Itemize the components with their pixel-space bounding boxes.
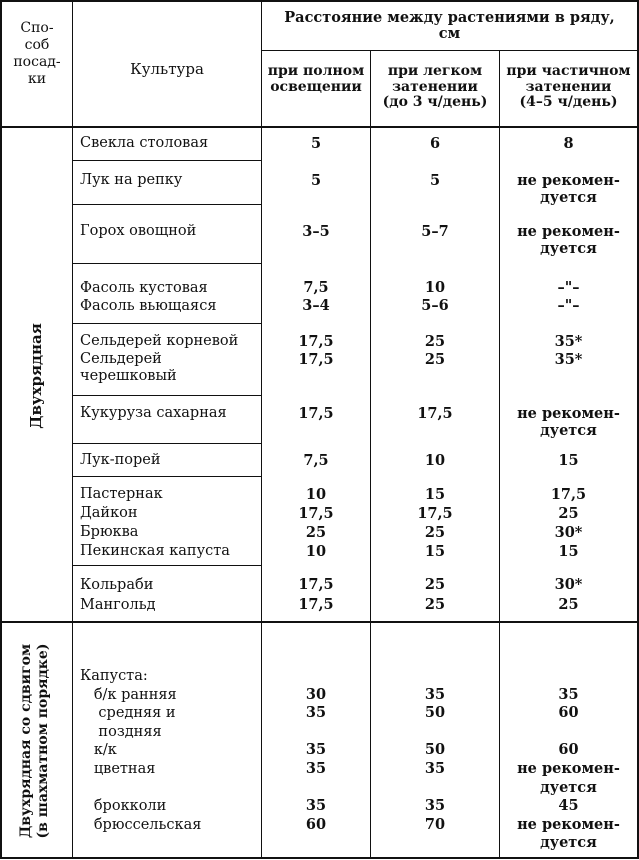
group-staggered: Двухрядная со сдвигом (в шахматном порядке) [18,643,51,839]
culture-name: Горох овощной [80,223,197,239]
value-partial: 15 [558,452,579,469]
culture-name: Лук на репку [80,172,183,188]
row-sep [73,323,261,324]
value-full: 5 [310,172,322,189]
value-full: 7,5 3–4 [302,279,330,314]
value-light: 25 25 [424,576,446,613]
value-light: 5–7 [421,223,449,240]
value-full: 7,5 [303,452,329,469]
culture-name: Лук-порей [80,452,161,468]
value-light: 10 5–6 [421,279,449,314]
value-partial: не рекомен- дуется [517,405,620,439]
value-full: 17,5 [298,405,334,422]
rule-header-bottom [0,126,639,128]
value-partial: 17,5 25 30* 15 [550,486,587,560]
value-light: 35 50 50 35 35 70 [424,685,446,833]
rule-group-divider [0,621,639,623]
value-light: 10 [424,452,446,469]
value-light: 5 [429,172,441,189]
header-method: Спо- соб посад- ки [13,20,61,87]
row-sep [73,443,261,444]
row-sep [73,565,261,566]
rule-bottom [0,857,639,859]
value-partial: 35 60 60 не рекомен- дуется 45 не рекомен- дуется [517,685,620,852]
row-sep [73,395,261,396]
row-sep [73,160,261,161]
row-sep [73,476,261,477]
col-divider-method [72,0,73,859]
culture-name: Пастернак Дайкон Брюква Пекинская капуста [80,486,230,559]
rule-top [0,0,639,2]
culture-name: Сельдерей корневой Сельдерей черешковый [80,333,239,384]
value-partial: не рекомен- дуется [517,172,620,206]
group-double-row: Двухрядная [27,323,45,429]
value-partial: 30* 25 [554,576,583,613]
value-light: 17,5 [417,405,453,422]
row-sep [73,263,261,264]
header-light-shade: при легком затенении (до 3 ч/день) [382,63,488,110]
value-light: 6 [429,135,441,152]
header-partial-shade: при частичном затенении (4–5 ч/день) [506,63,631,110]
value-partial: 35* 35* [554,333,583,368]
header-full-light: при полном освещении [267,63,365,95]
culture-name: Фасоль кустовая Фасоль вьющаяся [80,280,217,314]
value-partial: не рекомен- дуется [517,223,620,257]
culture-name: Кольраби Мангольд [80,577,156,613]
value-full: 5 [310,135,322,152]
value-full: 3–5 [302,223,330,240]
value-full: 17,5 17,5 [298,333,334,368]
value-full: 10 17,5 25 10 [298,486,334,560]
rule-subheader [261,50,639,51]
value-full: 30 35 35 35 35 60 [305,685,327,833]
value-light: 25 25 [424,333,446,368]
value-light: 15 17,5 25 15 [417,486,453,560]
culture-name: Кукуруза сахарная [80,405,227,421]
culture-name: Капуста: б/к ранняя средняя и поздняя к/к цветная брокколи брюссельская [80,668,202,833]
value-partial: –"– –"– [557,279,580,314]
col-left-border [0,0,2,859]
header-culture: Культура [130,60,204,78]
header-distance: Расстояние между растениями в ряду, см [284,9,615,42]
value-full: 17,5 17,5 [298,576,334,613]
culture-name: Свекла столовая [80,135,209,151]
row-sep [73,204,261,205]
value-partial: 8 [563,135,574,152]
